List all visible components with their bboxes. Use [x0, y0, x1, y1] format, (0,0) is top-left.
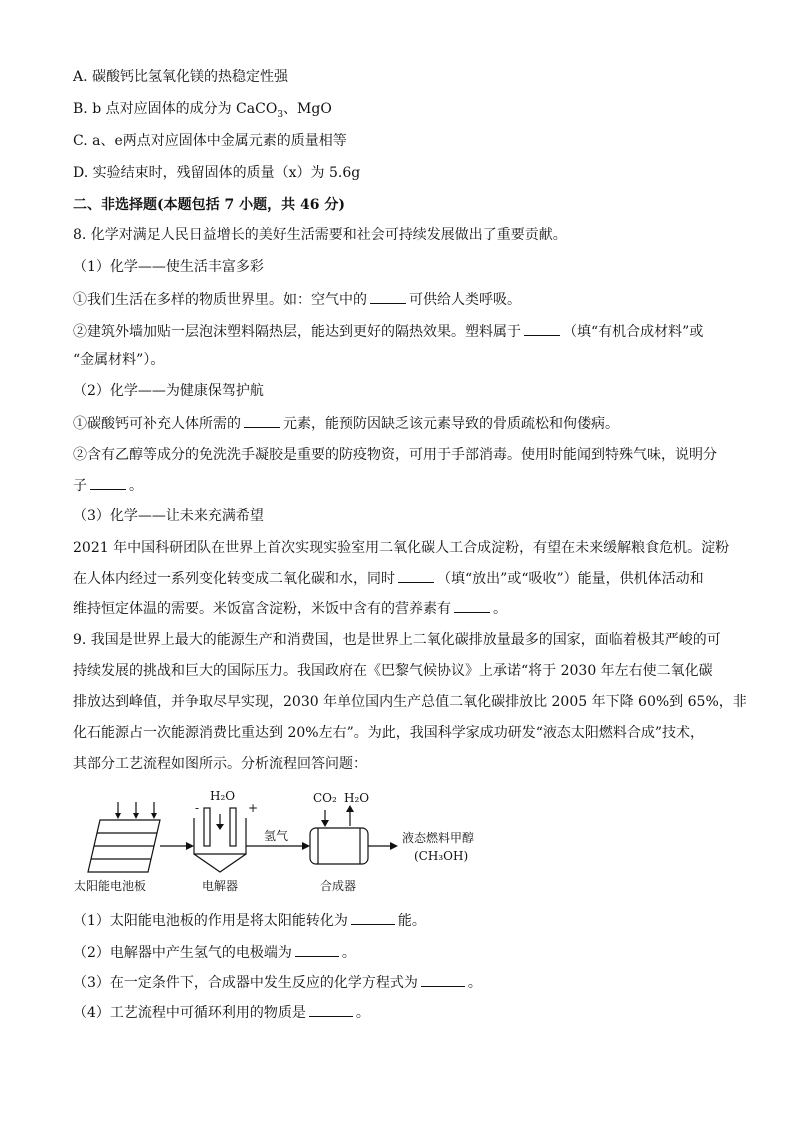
q8-part3-title: （3）化学——让未来充满希望 — [73, 508, 264, 524]
q9-line3: 排放达到峰值，并争取尽早实现，2030 年单位国内生产总值二氧化碳排放比 2005 年下降 60%到 65%，非 — [73, 694, 747, 710]
q9-line5: 其部分工艺流程如图所示。分析流程回答问题： — [73, 756, 367, 772]
section-heading: 二、非选择题(本题包括 7 小题，共 46 分) — [73, 197, 345, 213]
q9-line2: 持续发展的挑战和巨大的国际压力。我国政府在《巴黎气候协议》上承诺“将于 2030 年左右使二氧化碳 — [73, 663, 713, 679]
answer-blank[interactable] — [398, 568, 434, 583]
plus-electrode-label: + — [248, 801, 259, 815]
answer-blank[interactable] — [244, 413, 280, 428]
answer-blank[interactable] — [90, 475, 126, 490]
q9-sub3: （3）在一定条件下，合成器中发生反应的化学方程式为 。 — [73, 972, 482, 993]
q9-sub4: （4）工艺流程中可循环利用的物质是 。 — [73, 1002, 370, 1023]
answer-blank[interactable] — [295, 942, 339, 957]
product-label: 液态燃料甲醇 — [402, 831, 475, 845]
q8-part1-title: （1）化学——使生活丰富多彩 — [73, 259, 264, 275]
q9-line4: 化石能源占一次能源消费比重达到 20%左右”。为此，我国科学家成功研发“液态太阳燃料合成”技术， — [73, 725, 705, 741]
q8-part3-line2: 在人体内经过一系列变化转变成二氧化碳和水，同时 （填“放出”或“吸收”）能量，供机体活动和 — [73, 568, 704, 589]
q8-intro: 8. 化学对满足人民日益增长的美好生活需要和社会可持续发展做出了重要贡献。 — [73, 227, 567, 243]
minus-electrode-label: - — [195, 801, 200, 815]
q8-part3-line3: 维持恒定体温的需要。米饭富含淀粉，米饭中含有的营养素有 。 — [73, 598, 507, 619]
answer-blank[interactable] — [351, 910, 395, 925]
co2-input-label: CO₂ — [313, 791, 337, 805]
q8-part2-b-line2: 子 。 — [73, 475, 143, 496]
q8-part2-a: ①碳酸钙可补充人体所需的 元素，能预防因缺乏该元素导致的骨质疏松和佝偻病。 — [73, 413, 619, 434]
q7-option-a: A. 碳酸钙比氢氧化镁的热稳定性强 — [73, 69, 289, 85]
q7-option-c: C. a、e两点对应固体中金属元素的质量相等 — [73, 133, 347, 149]
answer-blank[interactable] — [421, 972, 465, 987]
synthesizer-label: 合成器 — [320, 879, 357, 893]
answer-blank[interactable] — [370, 289, 406, 304]
q8-part3-line1: 2021 年中国科研团队在世界上首次实现实验室用二氧化碳人工合成淀粉，有望在未来缓解粮食危机。淀粉 — [73, 540, 730, 556]
hydrogen-label: 氢气 — [264, 829, 289, 843]
answer-blank[interactable] — [454, 598, 490, 613]
h2o-output-label: H₂O — [344, 791, 370, 805]
electrolyzer-label: 电解器 — [202, 879, 239, 893]
q8-part2-title: （2）化学——为健康保驾护航 — [73, 383, 264, 399]
answer-blank[interactable] — [309, 1002, 353, 1017]
q9-sub2: （2）电解器中产生氢气的电极端为 。 — [73, 942, 356, 963]
q7-option-b: B. b 点对应固体的成分为 CaCO$_3$、MgO — [73, 101, 332, 120]
q9-sub1: （1）太阳能电池板的作用是将太阳能转化为 能。 — [73, 910, 426, 931]
answer-blank[interactable] — [524, 321, 560, 336]
q9-line1: 9. 我国是世界上最大的能源生产和消费国，也是世界上二氧化碳排放量最多的国家，面临着极其严峻的可 — [73, 632, 721, 648]
q7-option-d: D. 实验结束时，残留固体的质量（x）为 5.6g — [73, 165, 361, 181]
process-flow-diagram — [70, 780, 490, 900]
q8-part1-b-line2: “金属材料”）。 — [73, 352, 165, 368]
synthesizer-icon — [310, 828, 368, 864]
electrolyzer-icon — [194, 808, 246, 872]
q8-part1-a: ①我们生活在多样的物质世界里。如：空气中的 可供给人类呼吸。 — [73, 289, 521, 310]
q8-part2-b-line1: ②含有乙醇等成分的免洗洗手凝胶是重要的防疫物资，可用于手部消毒。使用时能闻到特殊气味，说明分 — [73, 447, 717, 463]
q8-part1-b: ②建筑外墙加贴一层泡沫塑料隔热层，能达到更好的隔热效果。塑料属于 （填“有机合成材料”或 — [73, 321, 703, 342]
product-formula: (CH₃OH) — [414, 849, 469, 863]
h2o-input-label: H₂O — [210, 789, 236, 803]
solar-panel-label: 太阳能电池板 — [74, 879, 147, 893]
